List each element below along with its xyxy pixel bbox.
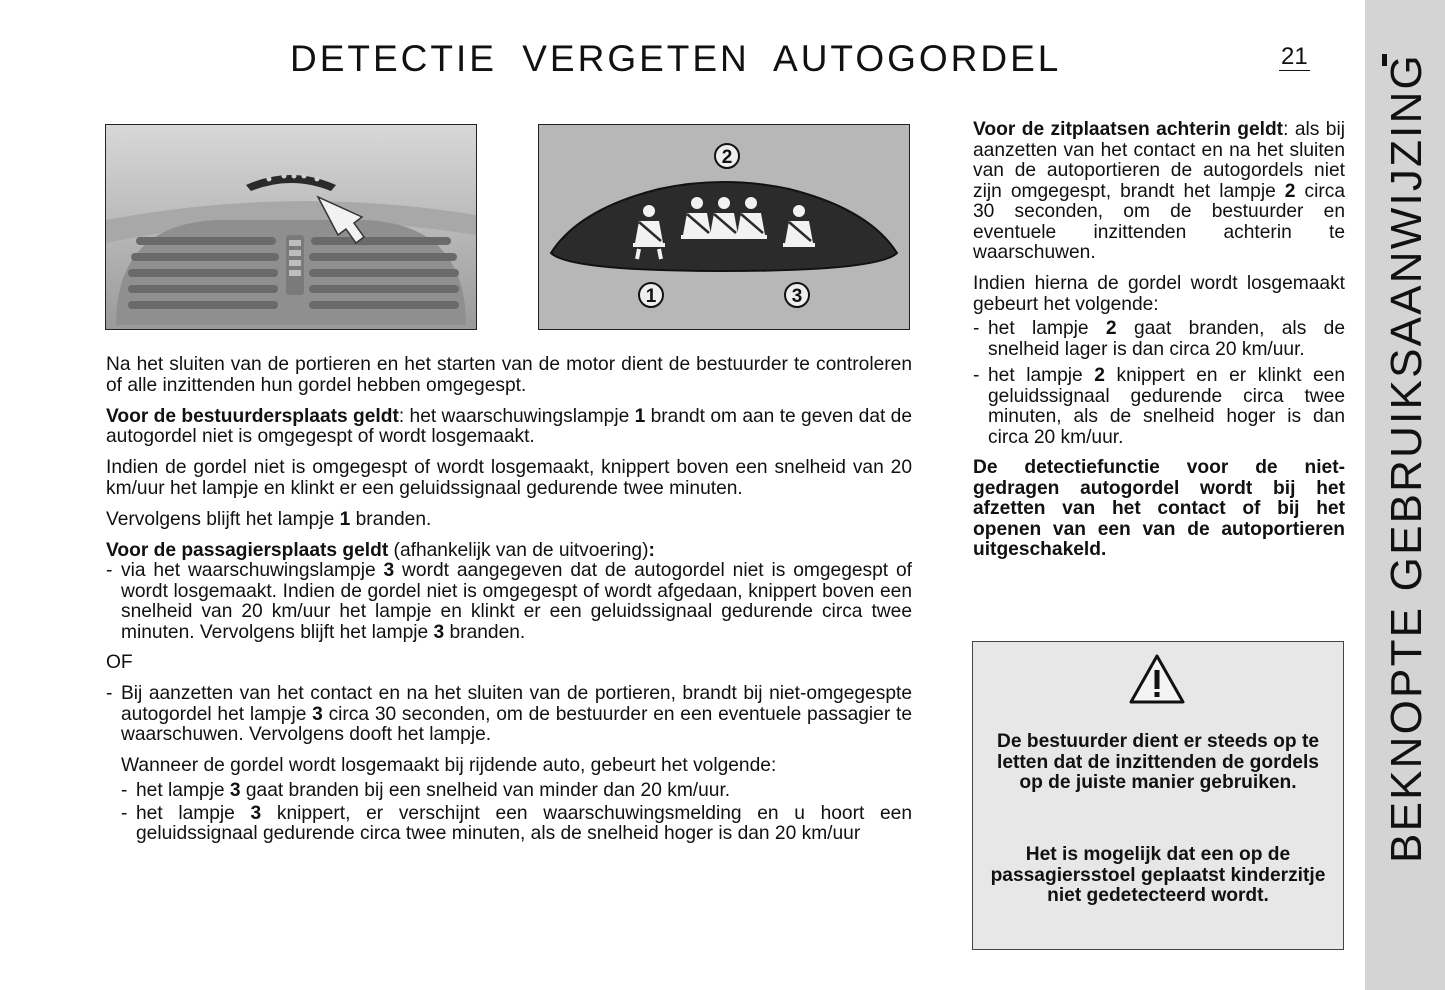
left-column [106,355,912,847]
list-text: wordt aangegeven dat de autogordel niet is omgegespt of wordt losgemaakt. Indien de gordel niet is omgegespt of wordt afgedaan, knippert boven een snelheid van 20 km/uur het lampje en klinkt er een geluidssignaal gedurende circa twee minuten. Vervolgens blijft het lampje [121,560,912,643]
lamp-number: 2 [1105,318,1117,339]
list-text: branden. [444,621,526,643]
lamp-number: 3 [312,703,323,725]
rear-text: circa 30 seconden, om de bestuurder en eventuele inzittenden achterin te waarschuwen. [973,180,1346,263]
release-block [106,756,912,845]
driver-blink-paragraph: Indien de gordel niet is omgegespt of wordt losgemaakt, knippert boven een snelheid van 20 km/uur het lampje en klinkt er een geluidssignaal gedurende twee minuten. [106,457,912,499]
rear-paragraph [973,120,1345,264]
section-tab [1365,0,1445,990]
list-text: het lampje [988,318,1106,339]
page-number: 21 [1281,43,1308,70]
callout-3: 3 [791,286,803,307]
lamp-number: 3 [229,780,241,801]
after-text: Vervolgens blijft het lampje [106,508,340,530]
list-text: gaat branden bij een snelheid van minder dan 20 km/uur. [240,780,731,801]
list-item [106,684,912,746]
section-label: BEKNOPTE GEBRUIKSAANWIJZING [1382,53,1431,863]
list-item [121,804,912,845]
driver-paragraph [106,407,912,448]
passenger-note: (afhankelijk van de uitvoering) [388,539,649,561]
passenger-colon: : [648,539,655,561]
right-column [973,120,1345,571]
passenger-paragraph [106,541,912,562]
passenger-heading: Voor de passagiersplaats geldt [106,539,389,561]
page-title: DETECTIE VERGETEN AUTOGORDEL [290,38,1062,79]
after-text: branden. [350,508,432,530]
seatbelt-indicator-diagram [538,124,910,330]
driver-heading: Voor de bestuurdersplaats geldt [106,405,399,427]
driver-text: : het waarschuwingslampje [398,405,635,427]
warning-text-2: Het is mogelijk dat een op de passagiersstoel geplaatst kinderzitje niet gedetecteerd wordt. [990,844,1326,906]
lamp-number: 2 [1094,365,1105,386]
warning-box [972,641,1344,950]
release-intro: Indien hierna de gordel wordt losgemaakt gebeurt het volgende: [973,273,1345,315]
dashboard-photo [105,124,477,330]
list-text: het lampje [136,802,251,824]
list-item [121,781,912,802]
list-text: knippert en er klinkt een geluidssignaal gedurende circa twee minuten, als de snelheid hoger is dan circa 20 km/uur. [988,365,1345,448]
list-text: gaat branden, als de snelheid lager is dan circa 20 km/uur. [988,318,1345,360]
list-text: Bij aanzetten van het contact en na het sluiten van de portieren, brandt bij niet-omgegespte autogordel het lampje [121,683,912,725]
list-text: knippert, er verschijnt een waarschuwingsmelding en u hoort een geluidssignaal gedurende circa twee minuten, als de snelheid hoger is dan 20 km/uur [136,802,912,844]
lamp-number: 1 [339,508,351,530]
callout-1: 1 [645,286,657,307]
list-item [106,561,912,643]
release-intro: Wanneer de gordel wordt losgemaakt bij rijdende auto, gebeurt het volgende: [121,754,777,776]
list-item [973,366,1345,448]
driver-text: brandt om aan te geven dat de autogordel niet is omgegespt of wordt losgemaakt. [106,405,913,447]
lamp-number: 3 [383,560,395,581]
rear-heading: Voor de zitplaatsen achterin geldt [973,119,1284,140]
list-text: het lampje [988,365,1095,386]
list-text: het lampje [136,780,230,801]
after-paragraph [106,510,912,531]
list-text: circa 30 seconden, om de bestuurder en een eventuele passagier te waarschuwen. Vervolgens dooft het lampje. [121,703,912,745]
lamp-number: 3 [433,621,445,643]
lamp-number: 1 [634,405,646,427]
rear-text: : als bij aanzetten van het contact en na het sluiten van de autoportieren de autogordels niet zijn omgegespt, brandt het lampje [973,119,1345,202]
disable-note: De detectiefunctie voor de niet-gedragen autogordel wordt bij het afzetten van het contact of bij het openen van een van de autoportieren uitgeschakeld. [973,457,1345,560]
callout-2: 2 [721,147,733,168]
or-separator: OF [106,652,133,673]
lamp-number: 2 [1284,180,1296,202]
warning-text-1: De bestuurder dient er steeds op te letten dat de inzittenden de gordels op de juiste manier gebruiken. [997,731,1319,793]
intro-paragraph: Na het sluiten van de portieren en het starten van de motor dient de bestuurder te controleren of alle inzittenden hun gordel hebben omgegespt. [106,354,912,396]
list-text: via het waarschuwingslampje [121,560,384,581]
lamp-number: 3 [250,802,262,824]
warning-triangle-icon [1127,652,1187,706]
list-item [973,319,1345,360]
